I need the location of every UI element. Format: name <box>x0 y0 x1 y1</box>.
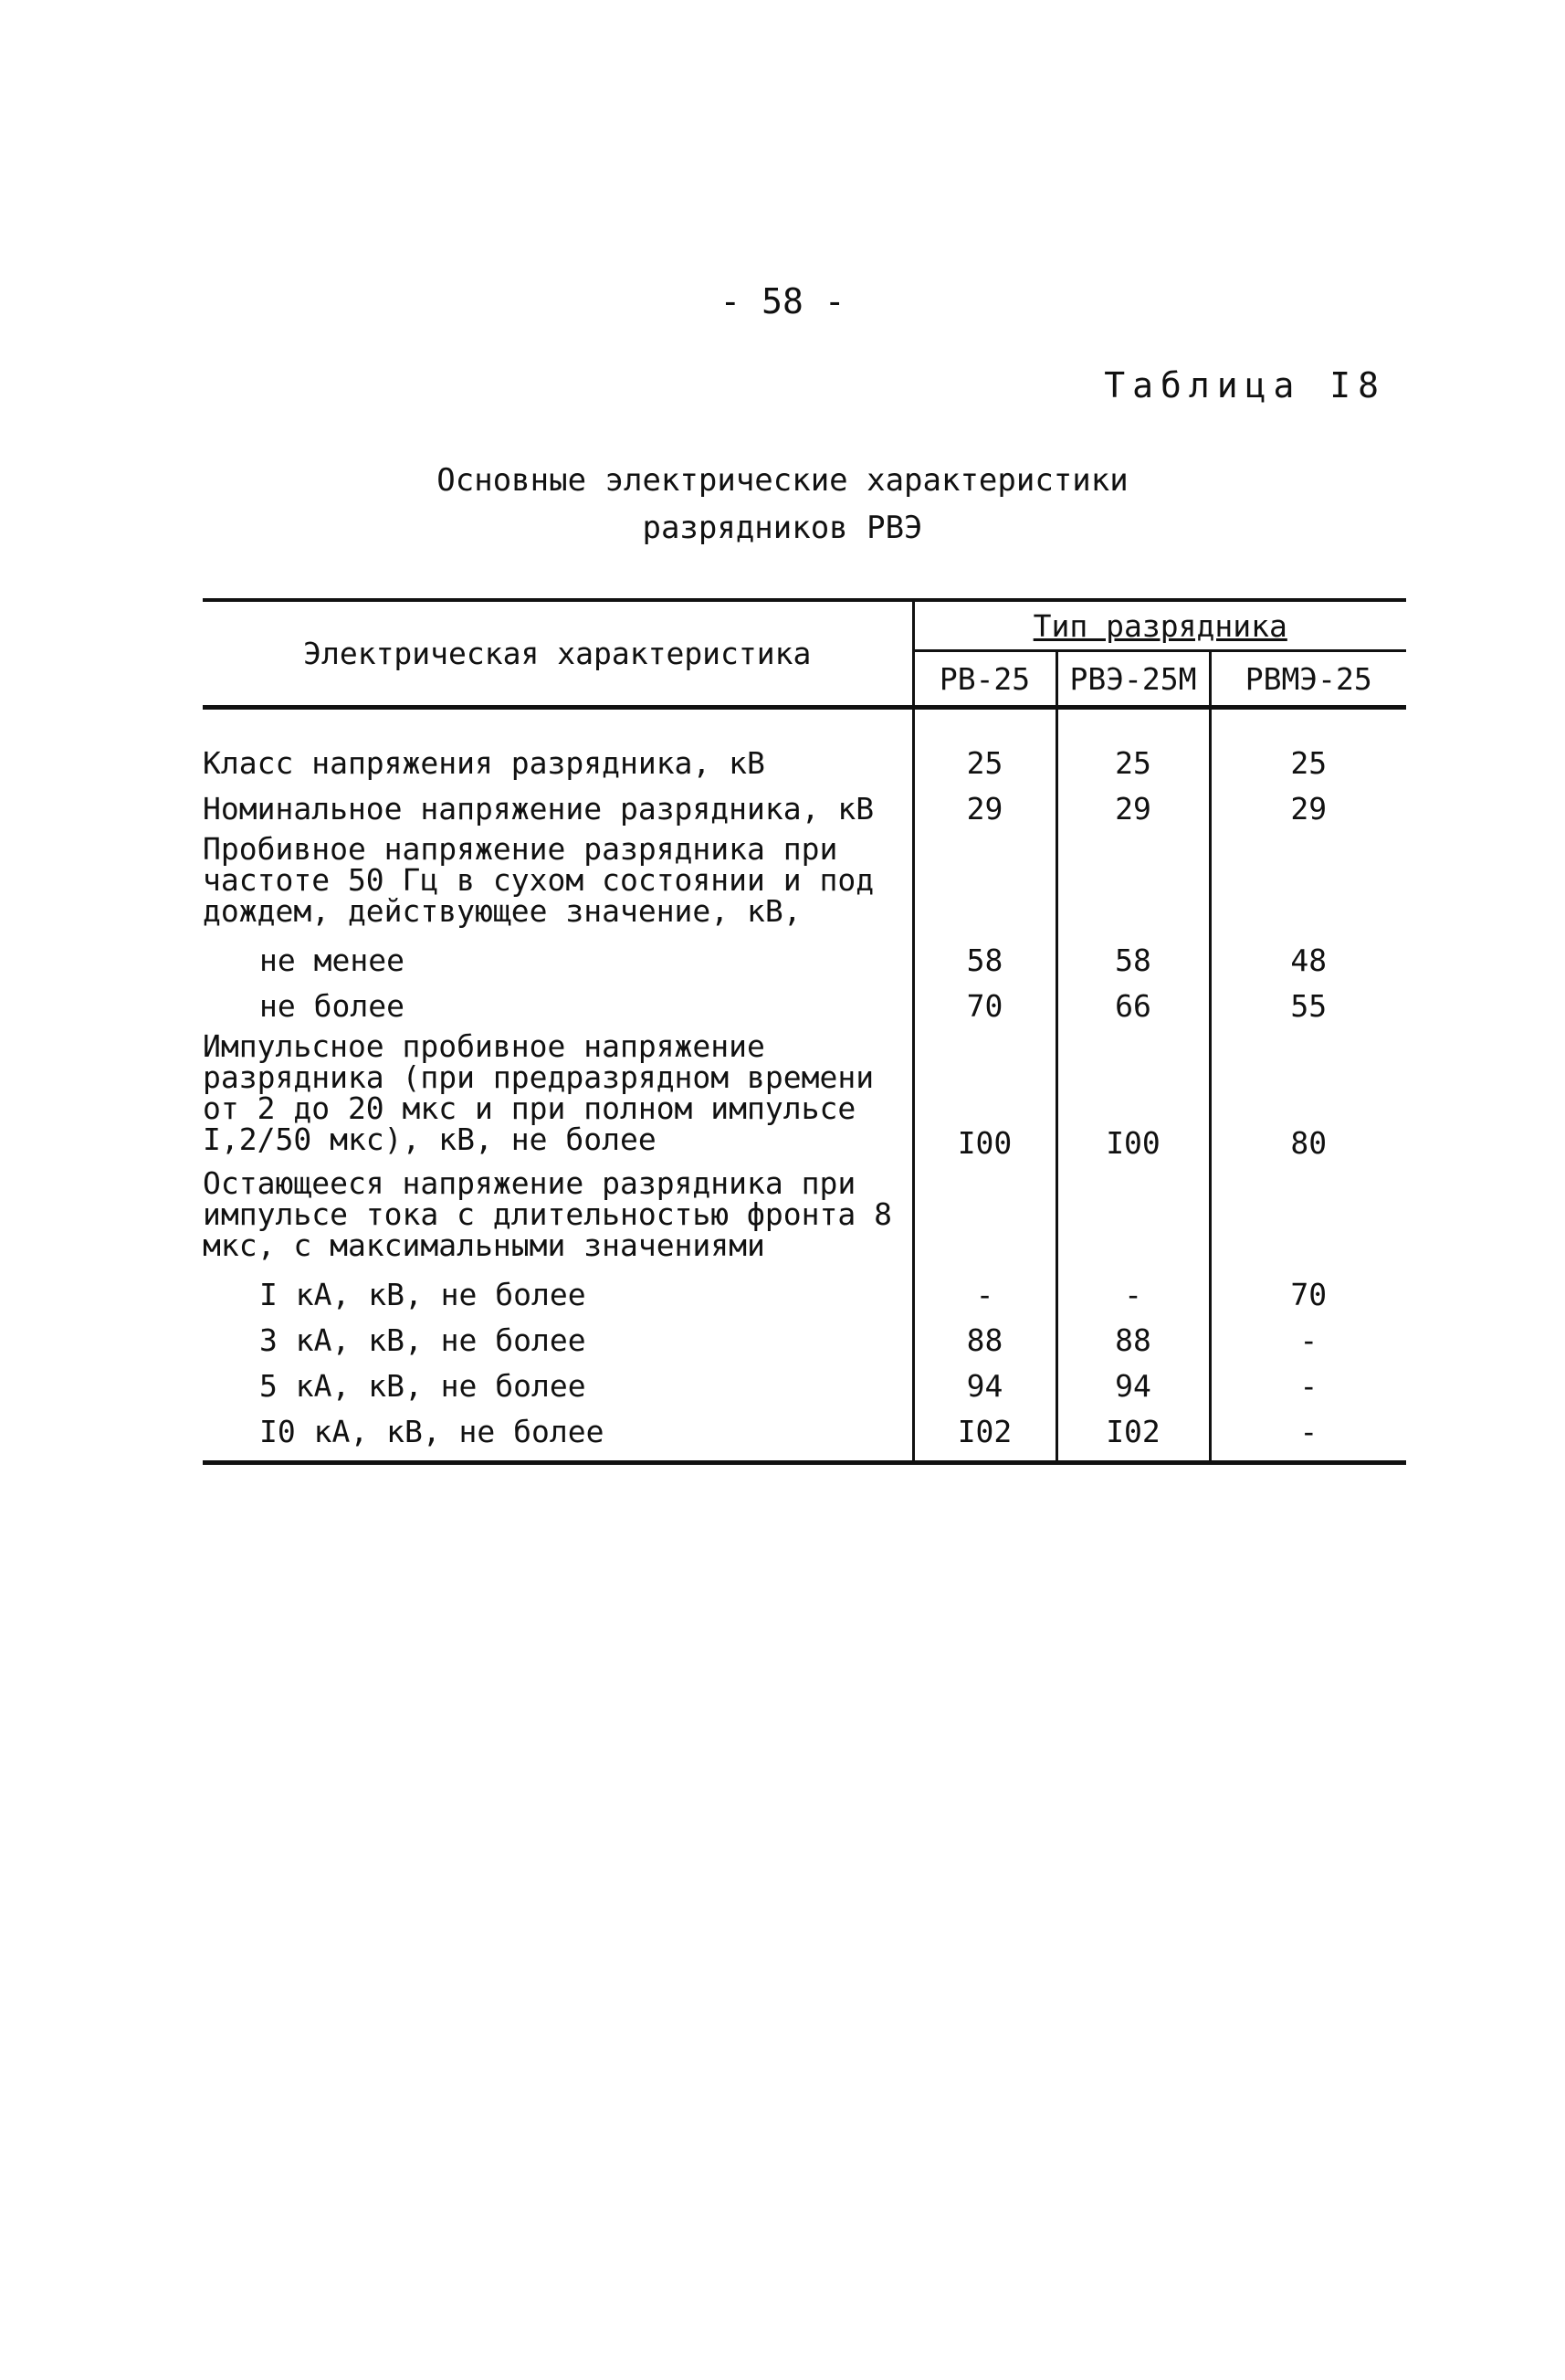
cell-value <box>913 825 1056 931</box>
cell-value: 29 <box>913 779 1056 825</box>
table-row <box>203 825 1406 931</box>
cell-value: 29 <box>1290 791 1328 827</box>
cell-value: 70 <box>1290 1277 1328 1312</box>
table-row <box>203 1402 1406 1463</box>
row-label: I0 кА, кВ, не более <box>203 1402 913 1463</box>
cell-value: - <box>1299 1322 1318 1358</box>
cell-value <box>913 1159 1056 1265</box>
cell-value: 66 <box>1056 976 1210 1022</box>
cell-value: 94 <box>913 1356 1056 1402</box>
table-row <box>203 1265 1406 1311</box>
table-row <box>203 1022 1406 1159</box>
cell-value: 94 <box>1056 1356 1210 1402</box>
cell-value: 58 <box>1056 931 1210 976</box>
cell-value: - <box>1299 1368 1318 1404</box>
cell-value <box>1210 1159 1406 1265</box>
table-row <box>203 708 1406 780</box>
table-row <box>203 1159 1406 1265</box>
page-number: - 58 - <box>719 281 846 321</box>
header-type-rvme25: РВМЭ-25 <box>1210 651 1406 708</box>
table-row <box>203 1356 1406 1402</box>
cell-value <box>1056 825 1210 931</box>
table-label: Таблица I8 <box>1104 365 1386 405</box>
cell-value: 29 <box>1056 779 1210 825</box>
row-label: Импульсное пробивное напряжение разрядника (при предразрядном времени от 2 до 20 мкс и при полном импульсе I,2/50 мкс), кВ, не более <box>203 1022 913 1159</box>
row-label: не более <box>203 976 913 1022</box>
cell-value: I00 <box>1056 1022 1210 1159</box>
cell-value: 55 <box>1290 988 1328 1024</box>
table-row <box>203 931 1406 976</box>
cell-value: 25 <box>913 708 1056 780</box>
header-characteristic: Электрическая характеристика <box>203 600 913 708</box>
cell-value: 58 <box>913 931 1056 976</box>
cell-value: 25 <box>1290 745 1328 781</box>
row-label: Пробивное напряжение разрядника при частоте 50 Гц в сухом состоянии и под дождем, действующее значение, кВ, <box>203 825 913 931</box>
cell-value: 48 <box>1290 943 1328 978</box>
cell-value: 25 <box>1056 708 1210 780</box>
row-label: Класс напряжения разрядника, кВ <box>203 708 913 780</box>
cell-value: 88 <box>1056 1311 1210 1356</box>
row-label: Номинальное напряжение разрядника, кВ <box>203 779 913 825</box>
cell-value: I02 <box>1056 1402 1210 1463</box>
row-label: I кА, кВ, не более <box>203 1265 913 1311</box>
table-row <box>203 976 1406 1022</box>
header-arrester-type: Тип разрядника <box>913 600 1406 651</box>
row-label: 3 кА, кВ, не более <box>203 1311 913 1356</box>
header-type-rve25m: РВЭ-25М <box>1056 651 1210 708</box>
cell-value: 88 <box>913 1311 1056 1356</box>
caption-line-1: Основные электрические характеристики <box>436 462 1129 499</box>
row-label: 5 кА, кВ, не более <box>203 1356 913 1402</box>
cell-value: - <box>913 1265 1056 1311</box>
cell-value <box>1056 1159 1210 1265</box>
table-row <box>203 779 1406 825</box>
characteristics-table <box>203 598 1406 1465</box>
cell-value: - <box>1056 1265 1210 1311</box>
table-caption <box>0 457 1565 552</box>
cell-value: 70 <box>913 976 1056 1022</box>
cell-value: I02 <box>913 1402 1056 1463</box>
row-label: не менее <box>203 931 913 976</box>
cell-value: - <box>1299 1414 1318 1449</box>
cell-value <box>1210 825 1406 931</box>
header-type-rv25: РВ-25 <box>913 651 1056 708</box>
caption-line-2: разрядников РВЭ <box>642 510 923 546</box>
cell-value: 80 <box>1290 1125 1328 1161</box>
cell-value: I00 <box>913 1022 1056 1159</box>
row-label: Остающееся напряжение разрядника при импульсе тока с длительностью фронта 8 мкс, с максимальными значениями <box>203 1159 913 1265</box>
table-row <box>203 1311 1406 1356</box>
